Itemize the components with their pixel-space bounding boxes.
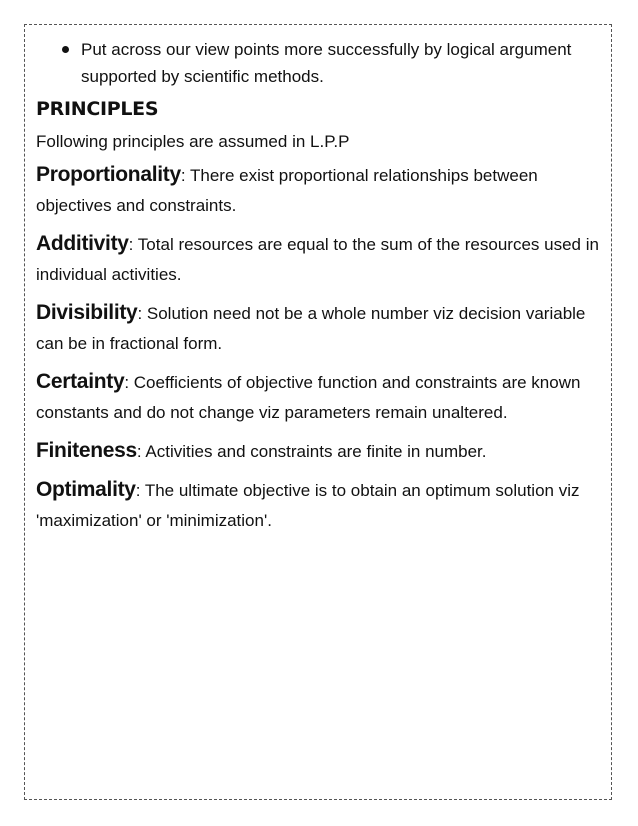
intro-text: Following principles are assumed in L.P.P xyxy=(36,132,350,151)
principle-description: : Solution need not be a whole number viz decision variable can be in fractional form. xyxy=(36,304,586,353)
bullet-text: Put across our view points more successfully by logical argument supported by scientific methods. xyxy=(81,40,572,86)
principle-additivity xyxy=(36,230,604,290)
bullet-item xyxy=(36,36,604,90)
principle-divisibility xyxy=(36,299,604,359)
section-heading: PRINCIPLES xyxy=(36,98,159,120)
principle-term: Divisibility xyxy=(36,301,138,324)
principle-description: : There exist proportional relationships between objectives and constraints. xyxy=(36,166,538,215)
bullet-icon xyxy=(62,46,69,53)
principle-term: Additivity xyxy=(36,232,129,255)
principle-description: : Activities and constraints are finite in number. xyxy=(136,442,487,461)
principle-term: Certainty xyxy=(36,370,125,393)
principle-certainty xyxy=(36,368,604,428)
document-content xyxy=(36,36,604,545)
principle-term: Finiteness xyxy=(36,439,137,462)
principle-optimality xyxy=(36,476,604,536)
principle-description: : The ultimate objective is to obtain an optimum solution viz 'maximization' or 'minimization'. xyxy=(36,481,580,530)
principle-term: Optimality xyxy=(36,478,136,501)
principle-proportionality xyxy=(36,161,604,221)
principle-term: Proportionality xyxy=(36,163,181,186)
principle-description: : Total resources are equal to the sum of the resources used in individual activities. xyxy=(36,235,599,284)
principle-finiteness xyxy=(36,437,604,467)
principle-description: : Coefficients of objective function and constraints are known constants and do not change viz parameters remain unaltered. xyxy=(36,373,581,422)
